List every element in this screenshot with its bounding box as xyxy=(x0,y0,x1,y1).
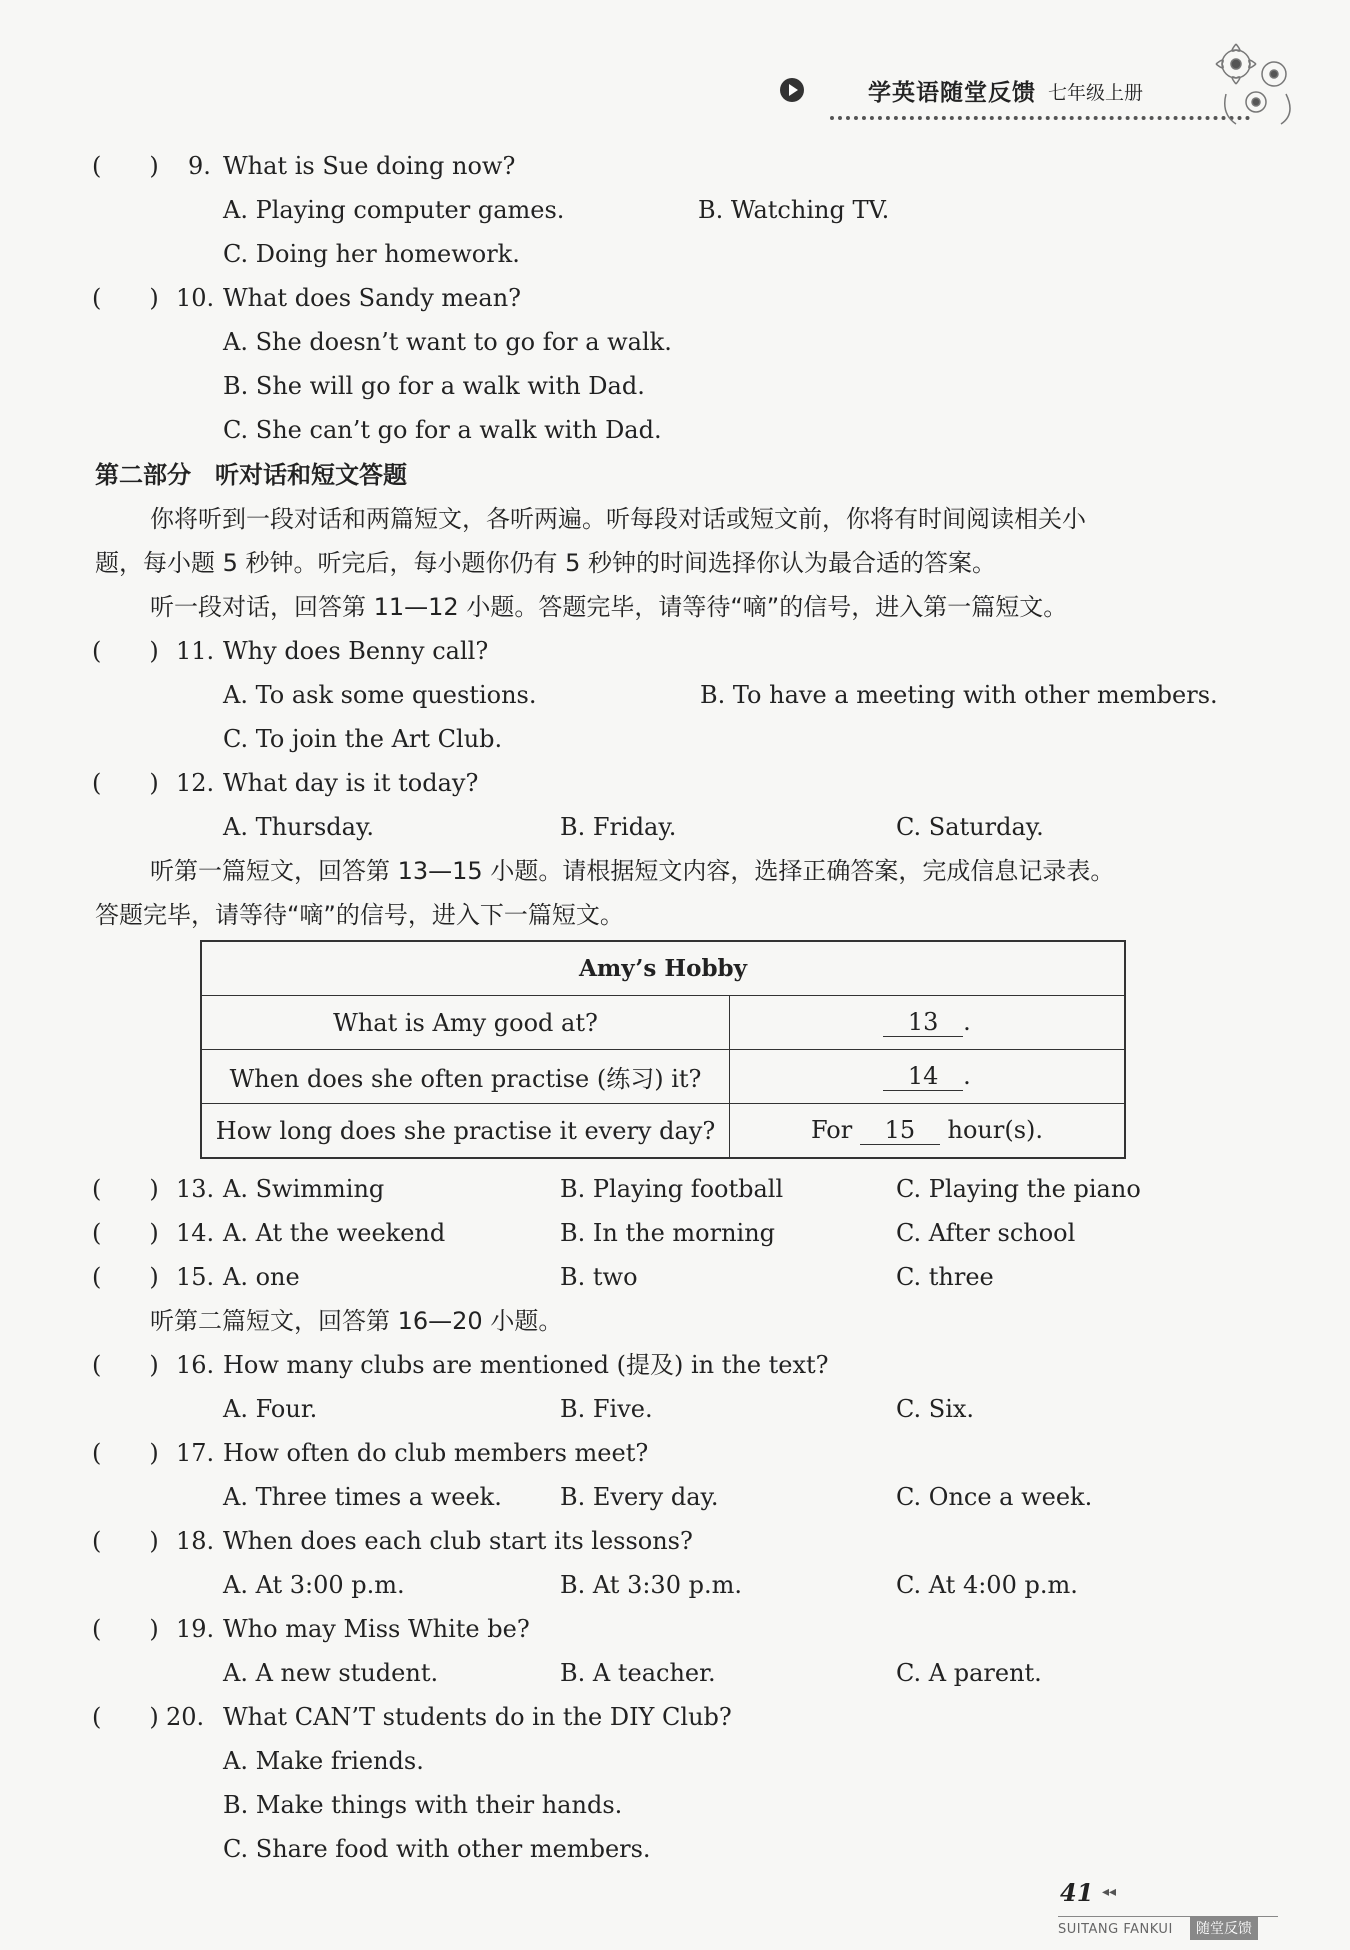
option-b[interactable]: B. Make things with their hands. xyxy=(223,1791,623,1819)
option-b[interactable]: B. She will go for a walk with Dad. xyxy=(223,372,645,400)
option-b[interactable]: B. In the morning xyxy=(560,1219,776,1247)
answer-paren[interactable]: ( ) xyxy=(92,1351,159,1379)
option-c[interactable]: C. After school xyxy=(896,1219,1076,1247)
footer-label: SUITANG FANKUI xyxy=(1058,1922,1173,1937)
answer-paren[interactable]: ( ) xyxy=(92,1615,159,1643)
answer-paren[interactable]: ( ) xyxy=(92,1175,159,1203)
answer-paren[interactable]: ( ) xyxy=(92,637,159,665)
option-a[interactable]: A. A new student. xyxy=(223,1659,439,1687)
option-a[interactable]: A. Playing computer games. xyxy=(223,196,565,224)
page-number: 41 xyxy=(1060,1878,1094,1907)
answer-paren[interactable]: ( ) xyxy=(92,152,159,180)
option-b[interactable]: B. Every day. xyxy=(560,1483,719,1511)
info-record-table xyxy=(200,940,1126,1159)
answer-paren[interactable]: ( ) xyxy=(92,1219,159,1247)
question-text: When does each club start its lessons? xyxy=(223,1527,693,1555)
section-intro: 你将听到一段对话和两篇短文，各听两遍。听每段对话或短文前，你将有时间阅读相关小 xyxy=(150,505,1086,533)
option-c[interactable]: C. Doing her homework. xyxy=(223,240,520,268)
question-text: What CAN’T students do in the DIY Club? xyxy=(223,1703,732,1731)
answer-blank[interactable]: 15 xyxy=(860,1116,940,1145)
option-b[interactable]: B. Friday. xyxy=(560,813,677,841)
page-header xyxy=(780,72,1260,112)
section-heading: 第二部分 听对话和短文答题 xyxy=(95,461,407,489)
book-title: 学英语随堂反馈 xyxy=(868,80,1036,106)
question-text: Who may Miss White be? xyxy=(223,1615,530,1643)
answer-paren[interactable]: ( ) xyxy=(92,769,159,797)
header-dotted-rule xyxy=(830,116,1250,120)
question-number: 13. xyxy=(176,1175,215,1203)
question-text: What day is it today? xyxy=(223,769,479,797)
answer-paren[interactable]: ( ) xyxy=(92,1263,159,1291)
answer-paren[interactable]: ( ) xyxy=(92,1527,159,1555)
passage2-instruction: 听第二篇短文，回答第 16—20 小题。 xyxy=(150,1307,563,1335)
section-intro: 题，每小题 5 秒钟。听完后，每小题你仍有 5 秒钟的时间选择你认为最合适的答案。 xyxy=(95,549,997,577)
option-b[interactable]: B. Five. xyxy=(560,1395,653,1423)
option-b[interactable]: B. two xyxy=(560,1263,638,1291)
question-number: 10. xyxy=(176,284,215,312)
answer-suffix: . xyxy=(963,1062,971,1090)
question-number: 11. xyxy=(176,637,215,665)
option-a[interactable]: A. At 3:00 p.m. xyxy=(223,1571,405,1599)
question-number: 9. xyxy=(188,152,211,180)
option-c[interactable]: C. three xyxy=(896,1263,994,1291)
option-a[interactable]: A. Four. xyxy=(223,1395,318,1423)
question-number: 12. xyxy=(176,769,215,797)
book-subtitle: 七年级上册 xyxy=(1048,82,1144,104)
answer-paren[interactable]: ( ) xyxy=(92,1439,159,1467)
table-answer-cell xyxy=(730,1104,1126,1159)
question-number: 14. xyxy=(176,1219,215,1247)
table-row xyxy=(201,1104,1125,1159)
option-c[interactable]: C. At 4:00 p.m. xyxy=(896,1571,1078,1599)
question-number: 17. xyxy=(176,1439,215,1467)
option-c[interactable]: C. Playing the piano xyxy=(896,1175,1141,1203)
question-text: What is Sue doing now? xyxy=(223,152,516,180)
table-question: When does she often practise (练习) it? xyxy=(201,1050,730,1104)
back-arrows-icon: ◂◂ xyxy=(1102,1884,1117,1900)
play-icon xyxy=(780,78,804,102)
option-c[interactable]: C. To join the Art Club. xyxy=(223,725,503,753)
question-number: 18. xyxy=(176,1527,215,1555)
option-a[interactable]: A. Thursday. xyxy=(223,813,374,841)
answer-blank[interactable]: 14 xyxy=(883,1062,963,1091)
answer-blank[interactable]: 13 xyxy=(883,1008,963,1037)
table-question: How long does she practise it every day? xyxy=(201,1104,730,1159)
question-number: 20. xyxy=(166,1703,205,1731)
dialog-instruction: 听一段对话，回答第 11—12 小题。答题完毕，请等待“嘀”的信号，进入第一篇短文。 xyxy=(150,593,1068,621)
question-number: 19. xyxy=(176,1615,215,1643)
option-b[interactable]: B. To have a meeting with other members. xyxy=(700,681,1218,709)
table-row xyxy=(201,1050,1125,1104)
question-text: Why does Benny call? xyxy=(223,637,489,665)
table-answer-cell xyxy=(730,1050,1126,1104)
option-b[interactable]: B. Playing football xyxy=(560,1175,784,1203)
option-c[interactable]: C. Share food with other members. xyxy=(223,1835,651,1863)
option-a[interactable]: A. At the weekend xyxy=(223,1219,446,1247)
question-number: 15. xyxy=(176,1263,215,1291)
answer-prefix: For xyxy=(810,1116,853,1144)
option-c[interactable]: C. Saturday. xyxy=(896,813,1044,841)
option-a[interactable]: A. To ask some questions. xyxy=(223,681,537,709)
question-text: What does Sandy mean? xyxy=(223,284,522,312)
table-title: Amy’s Hobby xyxy=(201,941,1125,996)
question-text: How many clubs are mentioned (提及) in the text? xyxy=(223,1351,829,1379)
flower-decoration-icon xyxy=(1196,24,1316,144)
question-text: How often do club members meet? xyxy=(223,1439,649,1467)
option-c[interactable]: C. A parent. xyxy=(896,1659,1042,1687)
passage1-instruction: 听第一篇短文，回答第 13—15 小题。请根据短文内容，选择正确答案，完成信息记录表。 xyxy=(150,857,1115,885)
option-c[interactable]: C. Six. xyxy=(896,1395,975,1423)
option-c[interactable]: C. Once a week. xyxy=(896,1483,1093,1511)
table-header-row xyxy=(201,941,1125,996)
option-b[interactable]: B. A teacher. xyxy=(560,1659,716,1687)
answer-suffix: hour(s). xyxy=(947,1116,1044,1144)
passage1-instruction: 答题完毕，请等待“嘀”的信号，进入下一篇短文。 xyxy=(95,901,624,929)
option-a[interactable]: A. one xyxy=(223,1263,300,1291)
table-answer-cell xyxy=(730,996,1126,1050)
option-b[interactable]: B. At 3:30 p.m. xyxy=(560,1571,742,1599)
option-a[interactable]: A. Swimming xyxy=(223,1175,385,1203)
answer-suffix: . xyxy=(963,1008,971,1036)
option-a[interactable]: A. Three times a week. xyxy=(223,1483,502,1511)
table-question: What is Amy good at? xyxy=(201,996,730,1050)
table-row xyxy=(201,996,1125,1050)
option-c[interactable]: C. She can’t go for a walk with Dad. xyxy=(223,416,662,444)
answer-paren[interactable]: ( ) xyxy=(92,284,159,312)
option-a[interactable]: A. Make friends. xyxy=(223,1747,424,1775)
option-b[interactable]: B. Watching TV. xyxy=(698,196,890,224)
footer-badge: 随堂反馈 xyxy=(1190,1916,1258,1940)
option-a[interactable]: A. She doesn’t want to go for a walk. xyxy=(223,328,672,356)
answer-paren[interactable]: ( ) xyxy=(92,1703,159,1731)
question-number: 16. xyxy=(176,1351,215,1379)
